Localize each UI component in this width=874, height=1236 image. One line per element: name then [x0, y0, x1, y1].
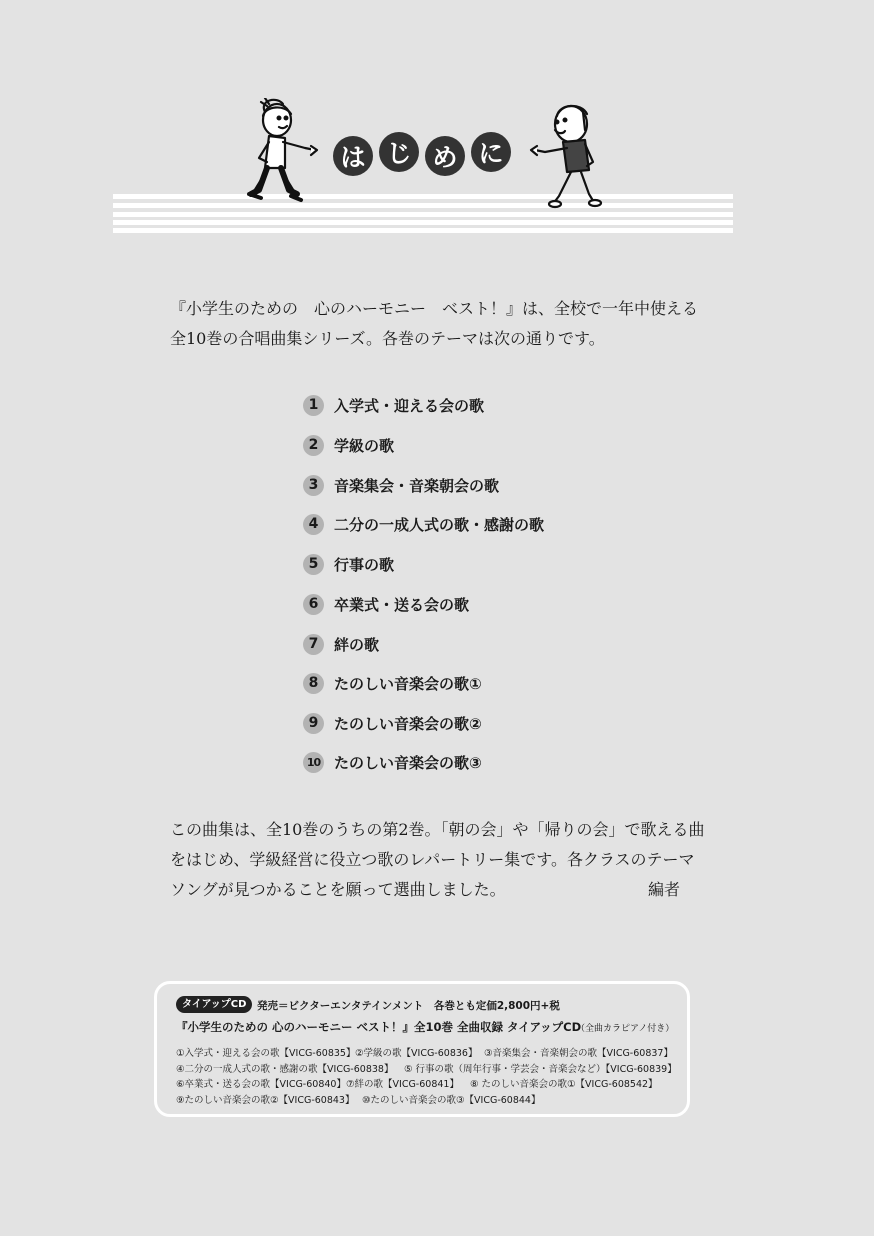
- number-badge: 6: [303, 594, 324, 615]
- cd-item: ⑨たのしい音楽会の歌②【VICG-60843】: [176, 1095, 355, 1106]
- volume-title: 二分の一成人式の歌・感謝の歌: [334, 515, 545, 534]
- list-item: [303, 593, 469, 615]
- volume-title: 絆の歌: [334, 635, 380, 654]
- outro-line-3: ソングが見つかることを願って選曲しました。: [170, 880, 506, 899]
- volume-title: たのしい音楽会の歌③: [334, 753, 482, 772]
- number-badge: 8: [303, 673, 324, 694]
- number-badge: 10: [303, 752, 324, 773]
- cd-item: ②学級の歌【VICG-60836】: [355, 1048, 478, 1059]
- list-item: [303, 434, 394, 456]
- cd-title-note: （全曲カラピアノ付き）: [576, 1024, 675, 1034]
- list-item: [303, 672, 482, 694]
- cd-sale-info: 発売＝ビクターエンタテインメント 各巻とも定価2,800円+税: [257, 1000, 560, 1012]
- staff-line: [113, 203, 733, 208]
- intro-line-2: 全10巻の合唱曲集シリーズ。各巻のテーマは次の通りです。: [170, 329, 605, 348]
- title-char-me: め: [425, 136, 465, 176]
- title-char-ji: じ: [379, 132, 419, 172]
- list-item: [303, 513, 544, 535]
- staff-line: [113, 194, 733, 199]
- signature: 編者: [648, 880, 681, 899]
- list-item: [303, 712, 482, 734]
- intro-line-1: 『小学生のための 心のハーモニー ベスト！』は、全校で一年中使える: [170, 299, 699, 318]
- volume-title: たのしい音楽会の歌②: [334, 714, 482, 733]
- cd-item: ⑧ たのしい音楽会の歌①【VICG-608542】: [470, 1079, 658, 1090]
- number-badge: 7: [303, 634, 324, 655]
- staff-line: [113, 212, 733, 217]
- boy-illustration: [527, 100, 603, 210]
- cd-item: ⑩たのしい音楽会の歌③【VICG-60844】: [362, 1095, 541, 1106]
- cd-item: ⑥卒業式・送る会の歌【VICG-60840】: [176, 1079, 346, 1090]
- cd-item: ⑤ 行事の歌（周年行事・学芸会・音楽会など）【VICG-60839】: [404, 1064, 677, 1075]
- outro-line-1: この曲集は、全10巻のうちの第2巻。「朝の会」や「帰りの会」で歌える曲: [170, 820, 705, 839]
- number-badge: 2: [303, 435, 324, 456]
- volume-title: 学級の歌: [334, 436, 395, 455]
- cd-item: ①入学式・迎える会の歌【VICG-60835】: [176, 1048, 356, 1059]
- tieup-cd-badge: タイアップCD: [176, 996, 252, 1013]
- volume-title: 卒業式・送る会の歌: [334, 595, 470, 614]
- number-badge: 1: [303, 395, 324, 416]
- list-item: [303, 553, 394, 575]
- cd-item: ③音楽集会・音楽朝会の歌【VICG-60837】: [484, 1048, 673, 1059]
- number-badge: 5: [303, 554, 324, 575]
- girl-illustration: [245, 98, 323, 206]
- number-badge: 3: [303, 475, 324, 496]
- staff-line: [113, 228, 733, 233]
- list-item: [303, 474, 499, 496]
- title-char-ni: に: [471, 132, 511, 172]
- list-item: [303, 633, 379, 655]
- volume-title: 行事の歌: [334, 555, 395, 574]
- outro-line-2: をはじめ、学級経営に役立つ歌のレパートリー集です。各クラスのテーマ: [170, 850, 695, 869]
- volume-title: 入学式・迎える会の歌: [334, 396, 485, 415]
- cd-title: 『小学生のための 心のハーモニー ベスト！』全10巻 全曲収録 タイアップCD: [176, 1020, 582, 1034]
- cd-item: ⑦絆の歌【VICG-60841】: [346, 1079, 459, 1090]
- list-item: [303, 751, 482, 773]
- title-char-ha: は: [333, 136, 373, 176]
- volume-title: たのしい音楽会の歌①: [334, 674, 482, 693]
- volume-title: 音楽集会・音楽朝会の歌: [334, 476, 500, 495]
- number-badge: 4: [303, 514, 324, 535]
- staff-line: [113, 220, 733, 225]
- list-item: [303, 394, 484, 416]
- cd-item: ④二分の一成人式の歌・感謝の歌【VICG-60838】: [176, 1064, 394, 1075]
- number-badge: 9: [303, 713, 324, 734]
